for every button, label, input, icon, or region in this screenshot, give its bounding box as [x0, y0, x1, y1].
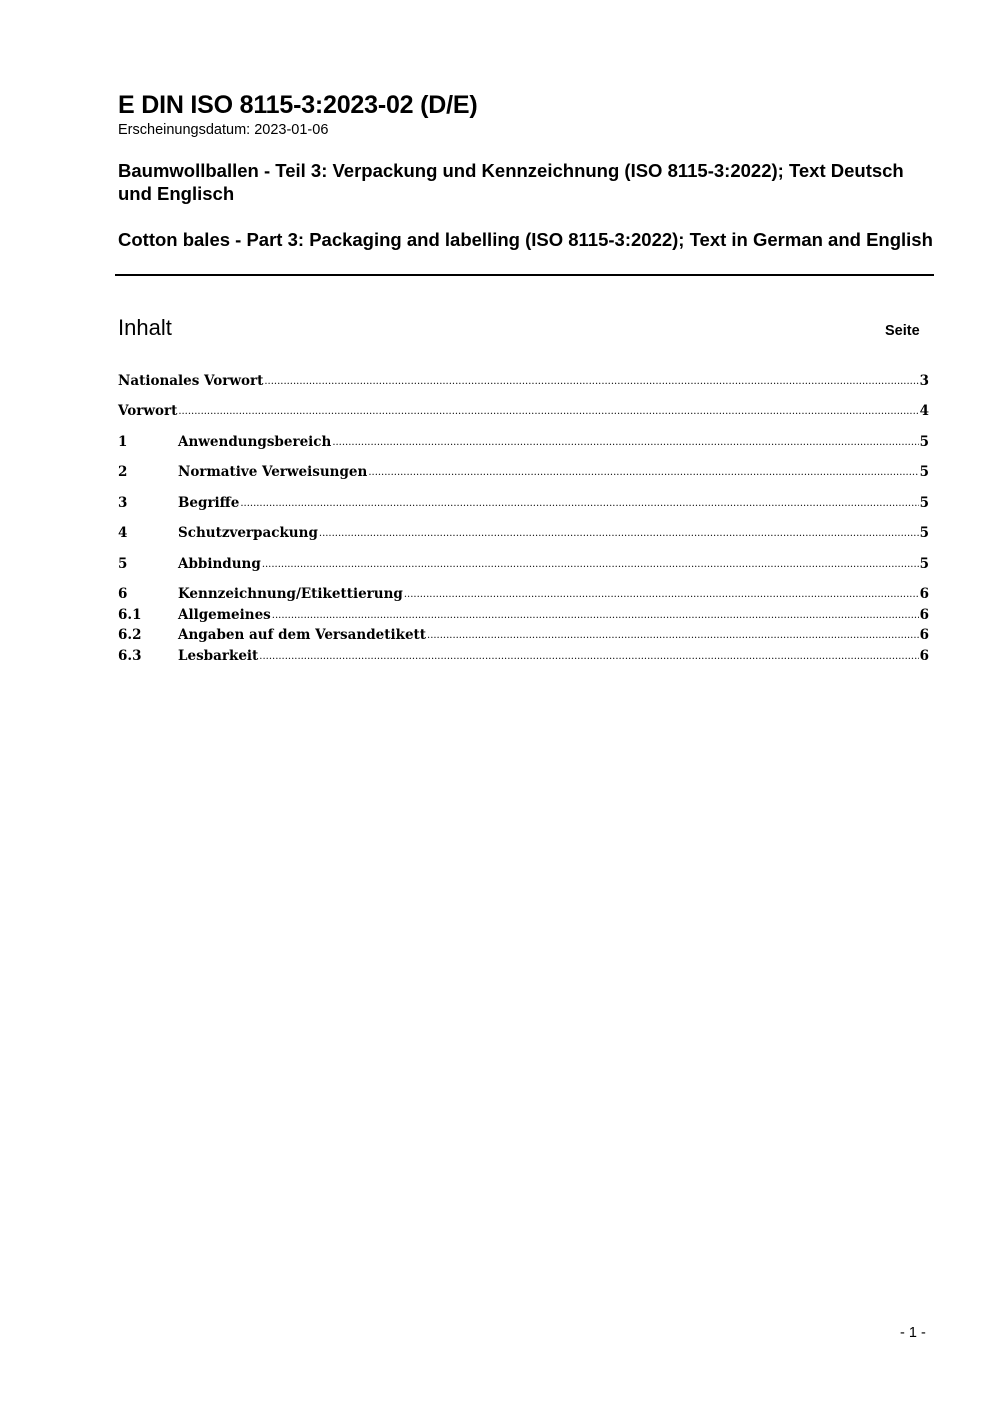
- toc-entry-normative-verweisungen[interactable]: [118, 462, 929, 482]
- toc-entry-anwendungsbereich[interactable]: [118, 432, 929, 452]
- publication-date: Erscheinungsdatum: 2023-01-06: [118, 122, 329, 138]
- toc-entry-schutzverpackung[interactable]: [118, 523, 929, 543]
- toc-entry-lesbarkeit[interactable]: [118, 646, 929, 666]
- toc-leader-dots: [368, 463, 918, 483]
- toc-entry-text: Lesbarkeit: [178, 648, 259, 664]
- toc-leader-dots: [319, 524, 919, 544]
- toc-heading: Inhalt: [118, 315, 172, 340]
- toc-entry-number: 1: [118, 434, 128, 450]
- toc-entry-versandetikett[interactable]: [118, 625, 929, 645]
- toc-leader-dots: [332, 433, 918, 453]
- toc-entry-text: Begriffe: [178, 495, 240, 511]
- title-english: Cotton bales - Part 3: Packaging and labelling (ISO 8115-3:2022); Text in German and English: [118, 229, 933, 250]
- toc-entry-page: 6: [919, 648, 929, 664]
- toc-entry-kennzeichnung[interactable]: [118, 584, 929, 604]
- toc-entry-number: 6: [118, 586, 128, 602]
- toc-entry-vorwort[interactable]: [118, 401, 929, 421]
- toc-entry-number: 5: [118, 556, 128, 572]
- toc-leader-dots: [404, 585, 919, 605]
- toc-entry-begriffe[interactable]: [118, 493, 929, 513]
- toc-entry-number: 6.2: [118, 627, 142, 643]
- toc-entry-page: 6: [919, 586, 929, 602]
- toc-entry-number: 2: [118, 464, 128, 480]
- toc-entry-page: 5: [919, 495, 929, 511]
- toc-entry-text: Nationales Vorwort: [118, 373, 264, 389]
- toc-entry-text: Normative Verweisungen: [178, 464, 368, 480]
- toc-entry-text: Anwendungsbereich: [178, 434, 332, 450]
- toc-entry-text: Angaben auf dem Versandetikett: [178, 627, 427, 643]
- toc-entry-number: 6.3: [118, 648, 142, 664]
- toc-page-column-label: Seite: [885, 323, 920, 339]
- toc-entry-page: 6: [919, 627, 929, 643]
- toc-entry-page: 4: [919, 403, 929, 419]
- toc-entry-abbindung[interactable]: [118, 554, 929, 574]
- toc-entry-allgemeines[interactable]: [118, 605, 929, 625]
- document-title: E DIN ISO 8115-3:2023-02 (D/E): [118, 91, 478, 119]
- toc-entry-page: 5: [919, 556, 929, 572]
- toc-leader-dots: [427, 626, 919, 646]
- toc-leader-dots: [240, 494, 918, 514]
- toc-leader-dots: [262, 555, 919, 575]
- toc-entry-number: 6.1: [118, 607, 142, 623]
- toc-leader-dots: [272, 606, 919, 626]
- toc-entry-page: 5: [919, 434, 929, 450]
- toc-entry-page: 5: [919, 464, 929, 480]
- toc-entry-number: 4: [118, 525, 128, 541]
- toc-entry-text: Vorwort: [118, 403, 178, 419]
- toc-entry-text: Schutzverpackung: [178, 525, 318, 541]
- toc-leader-dots: [178, 402, 918, 422]
- toc-entry-text: Kennzeichnung/Etikettierung: [178, 586, 403, 602]
- toc-entry-text: Allgemeines: [178, 607, 271, 623]
- toc-entry-nationales-vorwort[interactable]: [118, 371, 929, 391]
- title-german: Baumwollballen - Teil 3: Verpackung und Kennzeichnung (ISO 8115-3:2022); Text Deutsch und Englisch: [118, 160, 904, 204]
- toc-leader-dots: [264, 372, 918, 392]
- toc-entry-page: 3: [919, 373, 929, 389]
- toc-entry-number: 3: [118, 495, 128, 511]
- toc-entry-page: 6: [919, 607, 929, 623]
- toc-entry-text: Abbindung: [178, 556, 261, 572]
- page-number: - 1 -: [900, 1325, 926, 1341]
- toc-entry-page: 5: [919, 525, 929, 541]
- toc-leader-dots: [259, 647, 918, 667]
- title-divider: [115, 274, 934, 276]
